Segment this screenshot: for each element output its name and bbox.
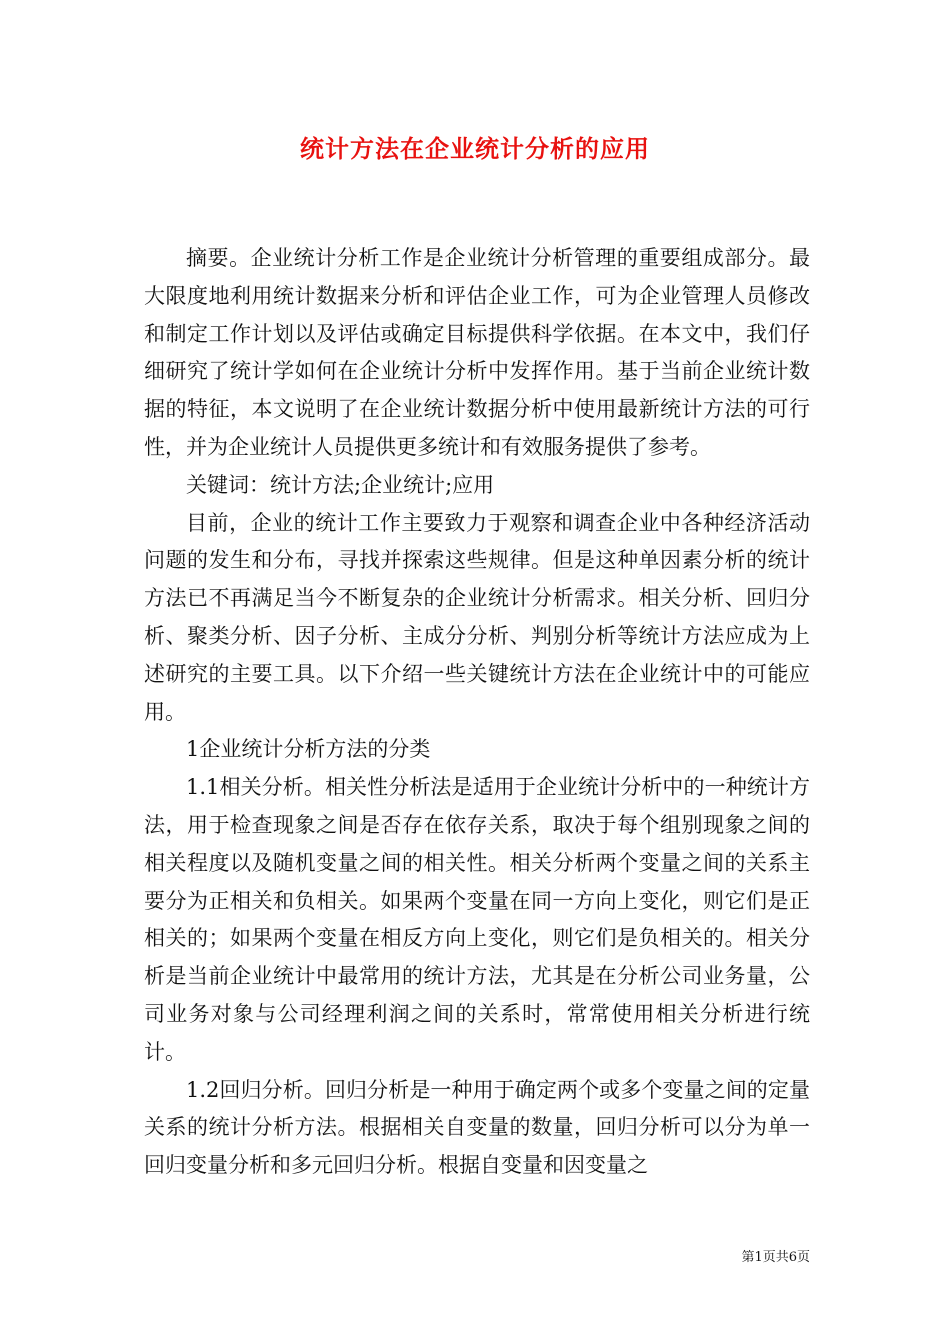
section-heading: 1企业统计分析方法的分类: [186, 737, 431, 762]
page-number: 第1页共6页: [741, 1250, 810, 1265]
section-1-2-paragraph: 1.2回归分析。回归分析是一种用于确定两个或多个变量之间的定量关系的统计分析方法。根据相关自变量的数量，回归分析可以分为单一回归变量分析和多元回归分析。根据自变量和因变量之: [144, 1077, 810, 1178]
intro-paragraph: 目前，企业的统计工作主要致力于观察和调查企业中各种经济活动问题的发生和分布，寻找并探索这些规律。但是这种单因素分析的统计方法已不再满足当今不断复杂的企业统计分析需求。相关分析、回归分析、聚类分析、因子分析、主成分分析、判别分析等统计方法应成为上述研究的主要工具。以下介绍一些关键统计方法在企业统计中的可能应用。: [144, 510, 810, 724]
document-title: 统计方法在企业统计分析的应用: [300, 134, 650, 163]
document-body: [144, 240, 810, 1185]
section-1-1-paragraph: 1.1相关分析。相关性分析法是适用于企业统计分析中的一种统计方法，用于检查现象之间是否存在依存关系，取决于每个组别现象之间的相关程度以及随机变量之间的相关性。相关分析两个变量之间的关系主要分为正相关和负相关。如果两个变量在同一方向上变化，则它们是正相关的；如果两个变量在相反方向上变化，则它们是负相关的。相关分析是当前企业统计中最常用的统计方法，尤其是在分析公司业务量，公司业务对象与公司经理利润之间的关系时，常常使用相关分析进行统计。: [144, 775, 810, 1064]
keywords-paragraph: 关键词：统计方法;企业统计;应用: [186, 472, 495, 497]
abstract-paragraph: 摘要。企业统计分析工作是企业统计分析管理的重要组成部分。最大限度地利用统计数据来分析和评估企业工作，可为企业管理人员修改和制定工作计划以及评估或确定目标提供科学依据。在本文中，我们仔细研究了统计学如何在企业统计分析中发挥作用。基于当前企业统计数据的特征，本文说明了在企业统计数据分析中使用最新统计方法的可行性，并为企业统计人员提供更多统计和有效服务提供了参考。: [144, 246, 810, 459]
